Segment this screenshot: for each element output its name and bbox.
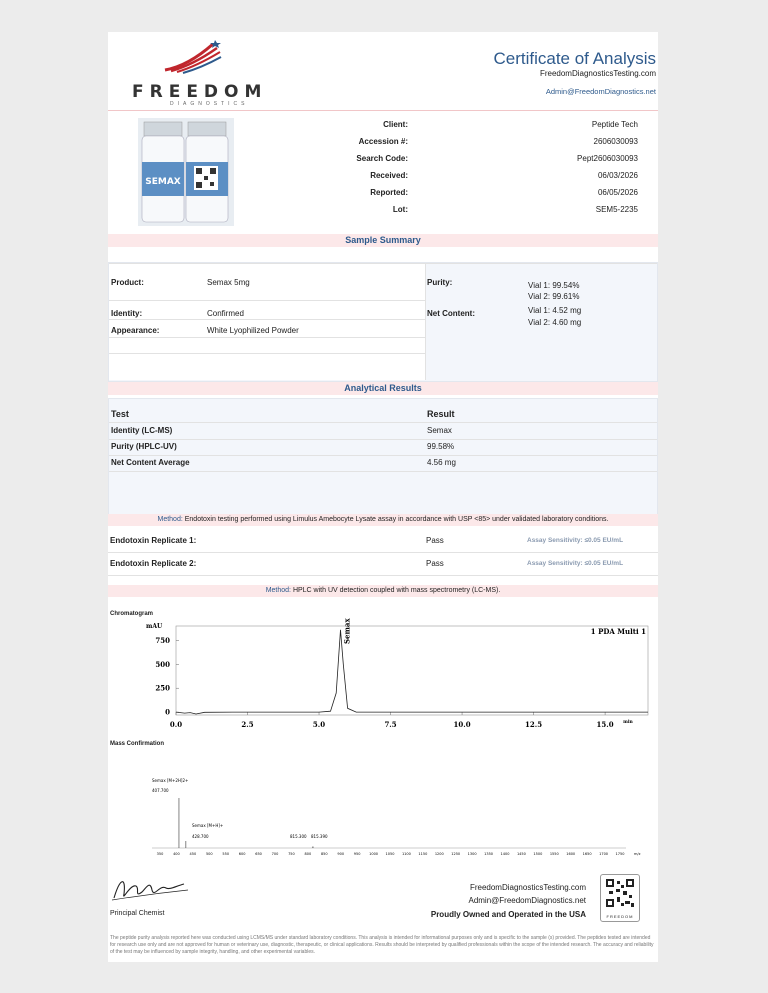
endotoxin-sensitivity: Assay Sensitivity: ≤0.05 EU/mL — [527, 537, 624, 544]
endotoxin-result: Pass — [426, 536, 444, 545]
x-tick-label: 1200 — [434, 852, 444, 856]
col-test-header: Test — [111, 409, 129, 419]
x-unit-label: m/z — [634, 852, 641, 856]
divider — [109, 263, 657, 264]
x-tick-label: 0.0 — [169, 720, 183, 729]
x-tick-label: 1550 — [549, 852, 559, 856]
x-tick-label: 2.5 — [241, 720, 254, 729]
header-email[interactable]: Admin@FreedomDiagnostics.net — [545, 87, 656, 96]
peak-mz-label: 428.700 — [192, 834, 209, 839]
client-info-value: SEM5-2235 — [595, 205, 638, 214]
x-tick-label: 1500 — [533, 852, 543, 856]
logo-subtitle: DIAGNOSTICS — [170, 101, 249, 107]
x-tick-label: 1350 — [484, 852, 494, 856]
analytical-result: 99.58% — [427, 442, 455, 451]
divider — [109, 455, 657, 456]
analytical-test: Purity (HPLC-UV) — [111, 442, 177, 451]
divider — [109, 471, 657, 472]
x-tick-label: 12.5 — [525, 720, 543, 729]
x-tick-label: 350 — [156, 852, 164, 856]
x-tick-label: 650 — [255, 852, 262, 856]
x-tick-label: 1400 — [500, 852, 510, 856]
net-content-label: Net Content: — [427, 309, 475, 318]
chromatogram-chart — [108, 618, 658, 738]
analytical-test: Identity (LC-MS) — [111, 426, 173, 435]
x-tick-label: 750 — [288, 852, 295, 856]
x-tick-label: 1250 — [451, 852, 461, 856]
footer-website[interactable]: FreedomDiagnosticsTesting.com — [469, 883, 586, 892]
peak-label: Semax — [342, 618, 352, 644]
col-result-header: Result — [427, 409, 455, 419]
x-tick-label: 1300 — [467, 852, 477, 856]
divider — [109, 422, 657, 423]
x-tick-label: 400 — [173, 852, 180, 856]
x-tick-label: 950 — [353, 852, 361, 856]
disclaimer: The peptide purity analysis reported here was conducted using LCMS/MS under standard laboratory conditions. This analysis is intended for informational purposes only and is specific to the sample (s) provided. The peptides tested are intended for research use only and are not approved for human or veterinary use, diagnostic, therapeutic, or clinical applications. Results should be interpreted by qualified professionals within the scope of the intended research. The accuracy and reliability of the test may be influenced by sample integrity, handling, and other experimental variables. — [110, 935, 654, 955]
logo — [128, 40, 268, 107]
signer-title: Principal Chemist — [110, 910, 165, 917]
header-divider — [108, 110, 658, 111]
x-tick-label: 1100 — [401, 852, 411, 856]
peak-mz-label: 407.700 — [152, 788, 169, 793]
x-tick-label: 1150 — [418, 852, 428, 856]
flag-swoosh-icon — [163, 40, 223, 74]
analytical-test: Net Content Average — [111, 458, 190, 467]
product-value: Semax 5mg — [207, 278, 250, 287]
x-tick-label: 15.0 — [596, 720, 614, 729]
footer-tagline: Proudly Owned and Operated in the USA — [430, 910, 586, 919]
x-tick-label: 500 — [205, 852, 213, 856]
legend-entry: 1 PDA Multi 1 — [590, 627, 646, 636]
x-tick-label: 700 — [271, 852, 279, 856]
net-content-vial-1: Vial 1: 4.52 mg — [528, 306, 582, 315]
divider — [109, 439, 657, 440]
method-key: Method: — [265, 587, 291, 594]
qr-code-icon — [601, 875, 639, 911]
client-info-label: Reported: — [370, 188, 408, 197]
identity-label: Identity: — [111, 309, 143, 318]
endotoxin-sensitivity: Assay Sensitivity: ≤0.05 EU/mL — [527, 560, 624, 567]
purity-vial-2: Vial 2: 99.61% — [528, 292, 580, 301]
endotoxin-result: Pass — [426, 559, 444, 568]
summary-left-column — [109, 263, 425, 380]
x-tick-label: 7.5 — [384, 720, 397, 729]
x-tick-label: 850 — [320, 852, 328, 856]
sample-summary-heading: Sample Summary — [108, 234, 658, 247]
identity-value: Confirmed — [207, 309, 244, 318]
plot-area — [176, 626, 648, 715]
divider — [109, 337, 425, 338]
net-content-vial-2: Vial 2: 4.60 mg — [528, 318, 582, 327]
method-key: Method: — [157, 516, 183, 523]
coa-page — [108, 32, 658, 962]
divider — [108, 552, 658, 553]
divider — [109, 319, 425, 320]
x-tick-label: 900 — [337, 852, 345, 856]
y-tick-label: 250 — [155, 683, 170, 693]
x-tick-label: 1650 — [582, 852, 592, 856]
x-tick-label: 1750 — [615, 852, 625, 856]
x-tick-label: 450 — [189, 852, 197, 856]
header-website: FreedomDiagnosticsTesting.com — [539, 69, 656, 78]
qr-label: FREEDOM — [606, 914, 634, 919]
analytical-result: Semax — [427, 426, 452, 435]
divider — [109, 300, 425, 301]
footer-email[interactable]: Admin@FreedomDiagnostics.net — [468, 896, 586, 905]
peak-mz-label: 815.390 — [311, 834, 328, 839]
client-info-label: Received: — [370, 171, 408, 180]
endotoxin-method — [108, 514, 658, 526]
method-text: HPLC with UV detection coupled with mass spectrometry (LC-MS). — [291, 587, 501, 594]
x-tick-label: 10.0 — [453, 720, 471, 729]
analytical-result: 4.56 mg — [427, 458, 456, 467]
appearance-label: Appearance: — [111, 326, 160, 335]
y-unit-label: mAU — [146, 623, 163, 630]
divider — [109, 353, 425, 354]
divider — [108, 575, 658, 576]
chromatogram-label: Chromatogram — [110, 611, 154, 617]
appearance-value: White Lyophilized Powder — [207, 326, 299, 335]
client-info-value: Peptide Tech — [591, 120, 638, 129]
chromatogram-trace — [176, 630, 648, 714]
method-text: Endotoxin testing performed using Limulus Amebocyte Lysate assay in accordance with USP <85> under validated laboratory conditions. — [182, 516, 609, 523]
x-tick-label: 600 — [238, 852, 246, 856]
analytical-results-heading: Analytical Results — [108, 382, 658, 395]
x-tick-label: 1450 — [516, 852, 526, 856]
peak-annotation: Semax [M+H]+ — [192, 823, 224, 828]
endotoxin-label: Endotoxin Replicate 2: — [110, 559, 197, 568]
purity-label: Purity: — [427, 278, 453, 287]
x-tick-label: 550 — [222, 852, 230, 856]
x-tick-label: 1700 — [599, 852, 609, 856]
mass-spectrum-chart — [108, 748, 658, 863]
hplc-method — [108, 585, 658, 597]
signature-image — [110, 872, 190, 906]
peak-annotation: Semax [M+2H]2+ — [152, 778, 189, 783]
product-label: Product: — [111, 278, 144, 287]
client-info-label: Accession #: — [358, 137, 408, 146]
x-unit-label: min — [623, 720, 633, 725]
sample-summary-panel — [108, 262, 658, 382]
y-tick-label: 0 — [165, 707, 170, 717]
x-tick-label: 1000 — [369, 852, 379, 856]
endotoxin-label: Endotoxin Replicate 1: — [110, 536, 197, 545]
logo-wordmark: FREEDOM — [132, 82, 268, 102]
y-tick-label: 750 — [155, 635, 170, 645]
analytical-results-panel — [108, 398, 658, 516]
product-vials-image — [138, 118, 234, 226]
peak-mz-label: 815.300 — [290, 834, 307, 839]
client-info-value: 2606030093 — [593, 137, 638, 146]
qr-code — [600, 874, 640, 922]
x-tick-label: 5.0 — [312, 720, 326, 729]
column-divider — [425, 263, 426, 380]
client-info-value: 06/03/2026 — [597, 171, 638, 180]
mass-confirmation-label: Mass Confirmation — [110, 741, 165, 747]
client-info-label: Lot: — [392, 205, 408, 214]
client-info-value: Pept2606030093 — [577, 154, 638, 163]
y-tick-label: 500 — [155, 659, 170, 669]
vial-label: SEMAX — [145, 177, 181, 187]
purity-vial-1: Vial 1: 99.54% — [528, 281, 580, 290]
x-tick-label: 800 — [304, 852, 312, 856]
x-tick-label: 1600 — [566, 852, 576, 856]
client-info-label: Search Code: — [356, 154, 408, 163]
client-info-label: Client: — [383, 120, 408, 129]
client-info-value: 06/05/2026 — [597, 188, 638, 197]
x-tick-label: 1050 — [385, 852, 395, 856]
document-title: Certificate of Analysis — [493, 49, 656, 68]
